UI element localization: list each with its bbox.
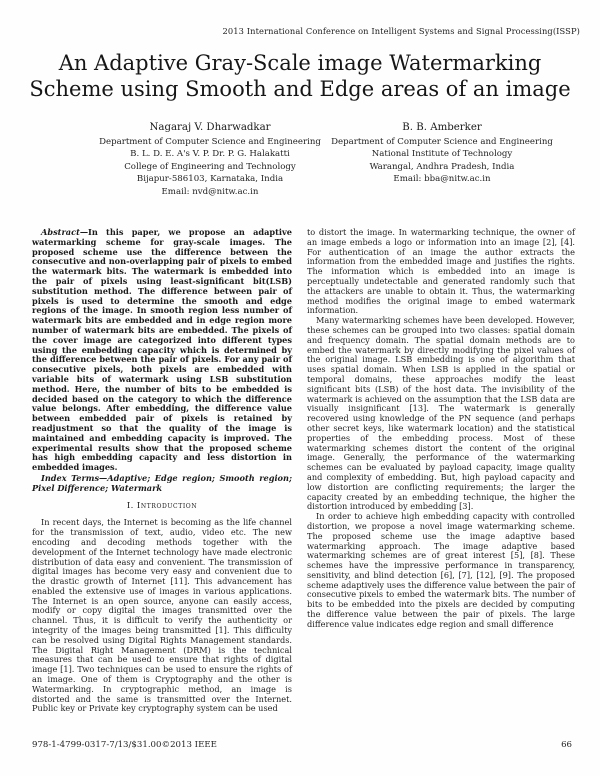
section-heading-introduction	[32, 502, 292, 512]
author-email: Email: nvd@nitw.ac.in	[161, 186, 259, 197]
author-block-amberker	[292, 122, 592, 186]
author-affiliation-line: College of Engineering and Technology	[124, 161, 296, 172]
abstract-paragraph	[32, 228, 292, 473]
abstract-label: Abstract—	[41, 227, 89, 237]
body-paragraph: Many watermarking schemes have been developed. However, these schemes can be grouped into two classes: spatial domain and frequency domain. The spatial domain methods are to embed the watermark by directly modifying the pixel values of the original image. LSB embedding is one of algorithm that uses spatial domain. When LSB is applied in the spatial or temporal domains, these approaches modify the least significant bits (LSB) of the host data. The invisibility of the watermark is achieved on the assumption that the LSB data are visually insignificant [13]. The watermark is generally recovered using knowledge of the PN sequence (and perhaps other secret keys, like watermark location) and the statistical properties of the embedding process. Most of these watermarking schemes distort the content of the original image. Generally, the performance of the watermarking schemes can be evaluated by payload capacity, image quality and complexity of embedding. But, high payload capacity and low distortion are conflicting requirements; the larger the capacity created by an embedding technique, the higher the distortion introduced by embedding [3].	[307, 315, 575, 512]
author-email: Email: bba@nitw.ac.in	[393, 174, 491, 185]
author-affiliation-line: Department of Computer Science and Engineering	[331, 136, 553, 147]
body-paragraph: to distort the image. In watermarking technique, the owner of an image embeds a logo or information into an image [2], [4]. For authentication of an image the author extracts the information from the embedded image and justifies the rights. The information which is embedded into an image is perceptually undetectable and generated randomly such that the attackers are unable to obtain it. Thus, the watermarking method modifies the original image to embed watermark information.	[307, 227, 575, 316]
paper-body	[32, 228, 575, 714]
index-terms-label: Index Terms—	[41, 472, 108, 483]
author-affiliation-line: B. L. D. E. A's V. P. Dr. P. G. Halakatti	[130, 149, 290, 160]
abstract-text: In this paper, we propose an adaptive watermarking scheme for gray-scale images. The proposed scheme use the difference between the consecutive and non-overlapping pair of pixels to embed the watermark bits. The watermark is embedded into the pair of pixels using least-significant bit(LSB) substitution method. The difference between pair of pixels is used to determine the smooth and edge regions of the image. In smooth region less number of watermark bits are embedded and in edge region more number of watermark bits are embedded. The pixels of the cover image are categorized into different types using the embedding capacity which is determined by the difference between the pair of pixels. For any pair of consecutive pixels, both pixels are embedded with variable bits of watermark using LSB substitution method. Here, the number of bits to be embedded is decided based on the category to which the difference value belongs. After embedding, the difference value between embedded pair of pixels is retained by readjustment so that the quality of the image is maintained and embedding capacity is improved. The experimental results show that the proposed scheme has high embedding capacity and less distortion in embedded images.	[32, 227, 292, 473]
author-affiliation-line: Department of Computer Science and Engineering	[99, 136, 321, 147]
page-footer	[32, 740, 572, 750]
author-name: B. B. Amberker	[402, 122, 482, 133]
page-number: 66	[561, 740, 572, 750]
body-paragraph: In order to achieve high embedding capacity with controlled distortion, we propose a novel image watermarking scheme. The proposed scheme use the image adaptive based watermarking approach. The image adaptive based watermarking schemes are of great interest [5], [8]. These schemes have the impressive performance in transparency, sensitivity, and blind detection [6], [7], [12], [9]. The proposed scheme adaptively uses the difference value between the pair of consecutive pixels to embed the watermark bits. The number of bits to be embedded into the pixels are decided by computing the difference value between the pair of pixels. The large difference value indicates edge region and small difference	[307, 511, 575, 629]
index-terms-text: Adaptive; Edge region; Smooth region; Pixel Difference; Watermark	[32, 472, 292, 493]
paper-title-line-2: Scheme using Smooth and Edge areas of an image	[29, 77, 571, 101]
intro-paragraph: In recent days, the Internet is becoming as the life channel for the transmission of text, audio, video etc. The new encoding and decoding methods together with the development of the Internet technology have made electronic distribution of data easy and convenient. The transmission of digital images has become very easy and convenient due to the drastic growth of Internet [11]. This advancement has enabled the extensive use of images in various applications. The Internet is an open source, anyone can easily access, modify or copy digital the images transmitted over the channel. Thus, it is difficult to verify the authenticity or integrity of the images being transmitted [1]. This difficulty can be resolved using Digital Rights Management standards. The Digital Right Management (DRM) is the technical measures that can be used to ensure that rights of digital image [1]. Two techniques can be used to ensure the rights of an image. One of them is Cryptography and the other is Watermarking. In cryptographic method, an image is distorted and the same is transmitted over the Internet. Public key or Private key cryptography system can be used	[32, 517, 292, 714]
section-title: Introduction	[136, 500, 198, 511]
paper-title-line-1: An Adaptive Gray-Scale image Watermarking	[58, 51, 542, 75]
index-terms-paragraph	[32, 474, 292, 494]
section-number: I.	[126, 500, 134, 511]
conference-header: 2013 International Conference on Intelligent Systems and Signal Processing(ISSP)	[222, 26, 580, 36]
author-affiliation-line: Warangal, Andhra Pradesh, India	[369, 161, 515, 172]
author-affiliation-line: National Institute of Technology	[371, 149, 513, 160]
author-name: Nagaraj V. Dharwadkar	[149, 122, 271, 133]
copyright-notice: 978-1-4799-0317-7/13/$31.00©2013 IEEE	[32, 740, 217, 750]
author-affiliation-line: Bijapur-586103, Karnataka, India	[136, 174, 284, 185]
right-column	[307, 228, 575, 714]
left-column	[32, 228, 292, 714]
paper-title	[0, 50, 600, 102]
